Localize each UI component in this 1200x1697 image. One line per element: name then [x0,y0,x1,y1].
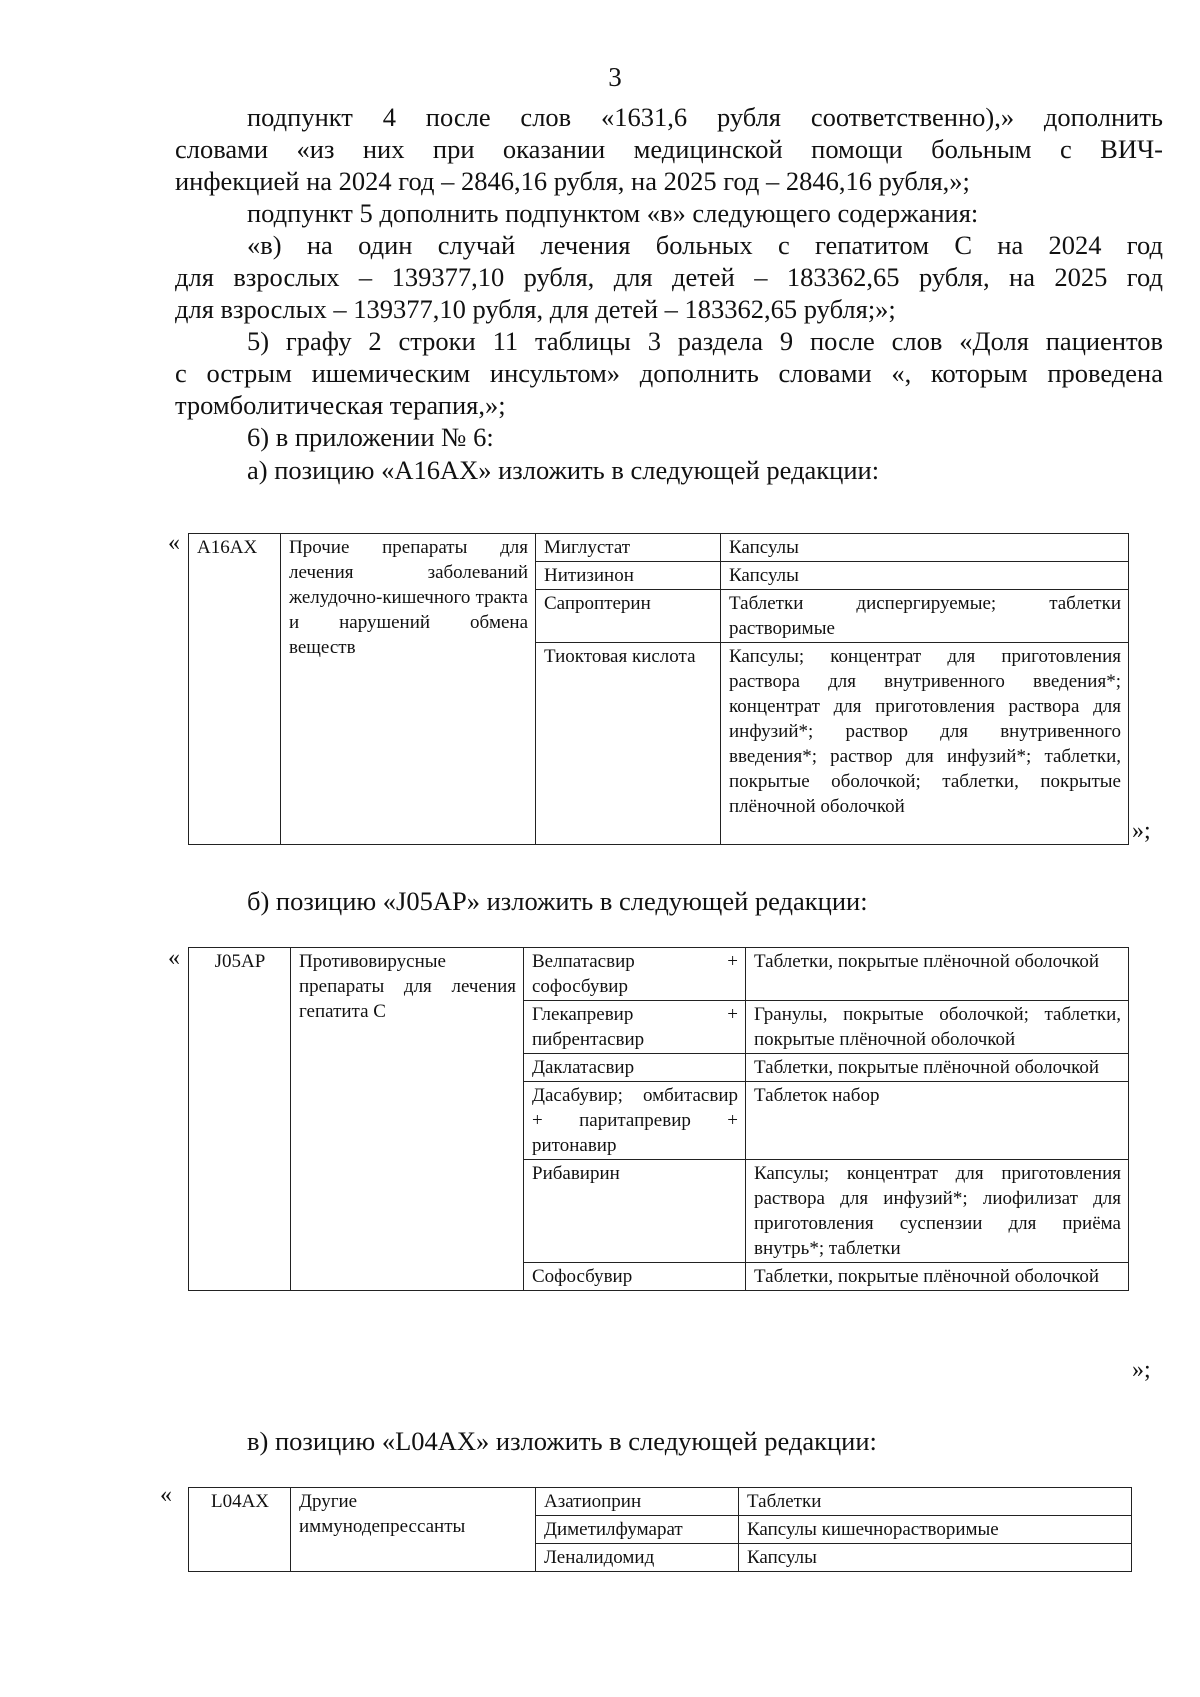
paragraph-item-6v: в) позицию «L04AX» изложить в следующей редакции: [247,1426,877,1456]
paragraph-item-5-end [175,389,1163,421]
paragraph-item-5-cont [175,357,1163,389]
drug-cell: Даклатасвир [524,1054,746,1082]
quote-close-mark: »; [1132,818,1151,844]
quote-open-mark: « [160,1482,172,1508]
drug-cell: Азатиоприн [536,1488,739,1516]
table-row [189,948,1129,1001]
form-cell: Капсулы кишечнорастворимые [739,1516,1132,1544]
table-j05ap-block [188,947,1129,1291]
drug-cell: Диметилфумарат [536,1516,739,1544]
paragraph-subpoint-4 [175,101,1163,133]
paragraph-subpoint-4-end [175,165,1163,197]
paragraph-item-5 [175,325,1163,357]
text-line: тромболитическая терапия,»; [175,390,506,420]
form-cell: Капсулы [721,534,1129,562]
text-line: инфекцией на 2024 год – 2846,16 рубля, на 2025 год – 2846,16 рубля,»; [175,166,970,196]
form-cell: Гранулы, покрытые оболочкой; таблетки, покрытые плёночной оболочкой [746,1001,1129,1054]
table-j05ap [188,947,1129,1291]
page-number: 3 [608,62,622,92]
table-a16ax [188,533,1129,845]
drug-cell: Софосбувир [524,1263,746,1291]
text-line: словами «из них при оказании медицинской помощи больным с ВИЧ- [175,134,1163,164]
form-cell: Таблетки диспергируемые; таблетки растворимые [721,590,1129,643]
text-line: для взрослых – 139377,10 рубля, для детей – 183362,65 рубля;»; [175,294,896,324]
atc-group-cell: Другие иммунодепрессанты [291,1488,536,1572]
paragraph-item-6b: б) позицию «J05AP» изложить в следующей редакции: [247,886,868,916]
form-cell: Таблетки [739,1488,1132,1516]
paragraph-point-v-end [175,293,1163,325]
table-l04ax [188,1487,1132,1572]
drug-cell: Леналидомид [536,1544,739,1572]
paragraph-item-6: 6) в приложении № 6: [247,422,494,452]
form-cell: Капсулы [739,1544,1132,1572]
table-l04ax-block [188,1487,1132,1572]
drug-cell: Глекапревир + пибрентасвир [524,1001,746,1054]
table-a16ax-block [188,533,1129,845]
text-line: с острым ишемическим инсультом» дополнить словами «, которым проведена [175,358,1163,388]
form-cell: Таблетки, покрытые плёночной оболочкой [746,1054,1129,1082]
paragraph-subpoint-5: подпункт 5 дополнить подпунктом «в» следующего содержания: [247,198,979,228]
form-cell: Капсулы; концентрат для приготовления раствора для внутривенного введения*; концентрат для приготовления раствора для инфузий*; раствор для внутривенного введения*; раствор для инфузий*; таблетки, покрытые оболочкой; таблетки, покрытые плёночной оболочкой [721,643,1129,845]
drug-cell: Миглустат [536,534,721,562]
form-cell: Капсулы [721,562,1129,590]
quote-open-mark: « [168,945,180,971]
atc-group-cell: Прочие препараты для лечения заболеваний желудочно-кишечного тракта и нарушений обмена веществ [281,534,536,845]
paragraph-subpoint-4-cont [175,133,1163,165]
paragraph-point-v-cont [175,261,1163,293]
atc-group-cell: Противовирусные препараты для лечения гепатита С [291,948,524,1291]
text-line: для взрослых – 139377,10 рубля, для детей – 183362,65 рубля, на 2025 год [175,262,1163,292]
table-row [189,1488,1132,1516]
drug-cell: Дасабувир; омбитасвир + паритапревир + ритонавир [524,1082,746,1160]
atc-code-cell: L04AX [189,1488,291,1572]
paragraph-item-6a: а) позицию «A16AX» изложить в следующей редакции: [247,455,880,485]
drug-cell: Рибавирин [524,1160,746,1263]
atc-code-cell: J05AP [189,948,291,1291]
paragraph-point-v [175,229,1163,261]
drug-cell: Велпатасвир + софосбувир [524,948,746,1001]
table-row [189,534,1129,562]
text-line: подпункт 4 после слов «1631,6 рубля соответственно),» дополнить [247,102,1163,132]
quote-close-mark: »; [1132,1357,1151,1383]
quote-open-mark: « [168,530,180,556]
drug-cell: Тиоктовая кислота [536,643,721,845]
form-cell: Таблетки, покрытые плёночной оболочкой [746,1263,1129,1291]
form-cell: Таблетки, покрытые плёночной оболочкой [746,948,1129,1001]
drug-cell: Нитизинон [536,562,721,590]
text-line: «в) на один случай лечения больных с гепатитом С на 2024 год [247,230,1163,260]
atc-code-cell: A16AX [189,534,281,845]
drug-cell: Сапроптерин [536,590,721,643]
text-line: 5) графу 2 строки 11 таблицы 3 раздела 9 после слов «Доля пациентов [247,326,1163,356]
form-cell: Таблеток набор [746,1082,1129,1160]
form-cell: Капсулы; концентрат для приготовления раствора для инфузий*; лиофилизат для приготовления суспензии для приёма внутрь*; таблетки [746,1160,1129,1263]
